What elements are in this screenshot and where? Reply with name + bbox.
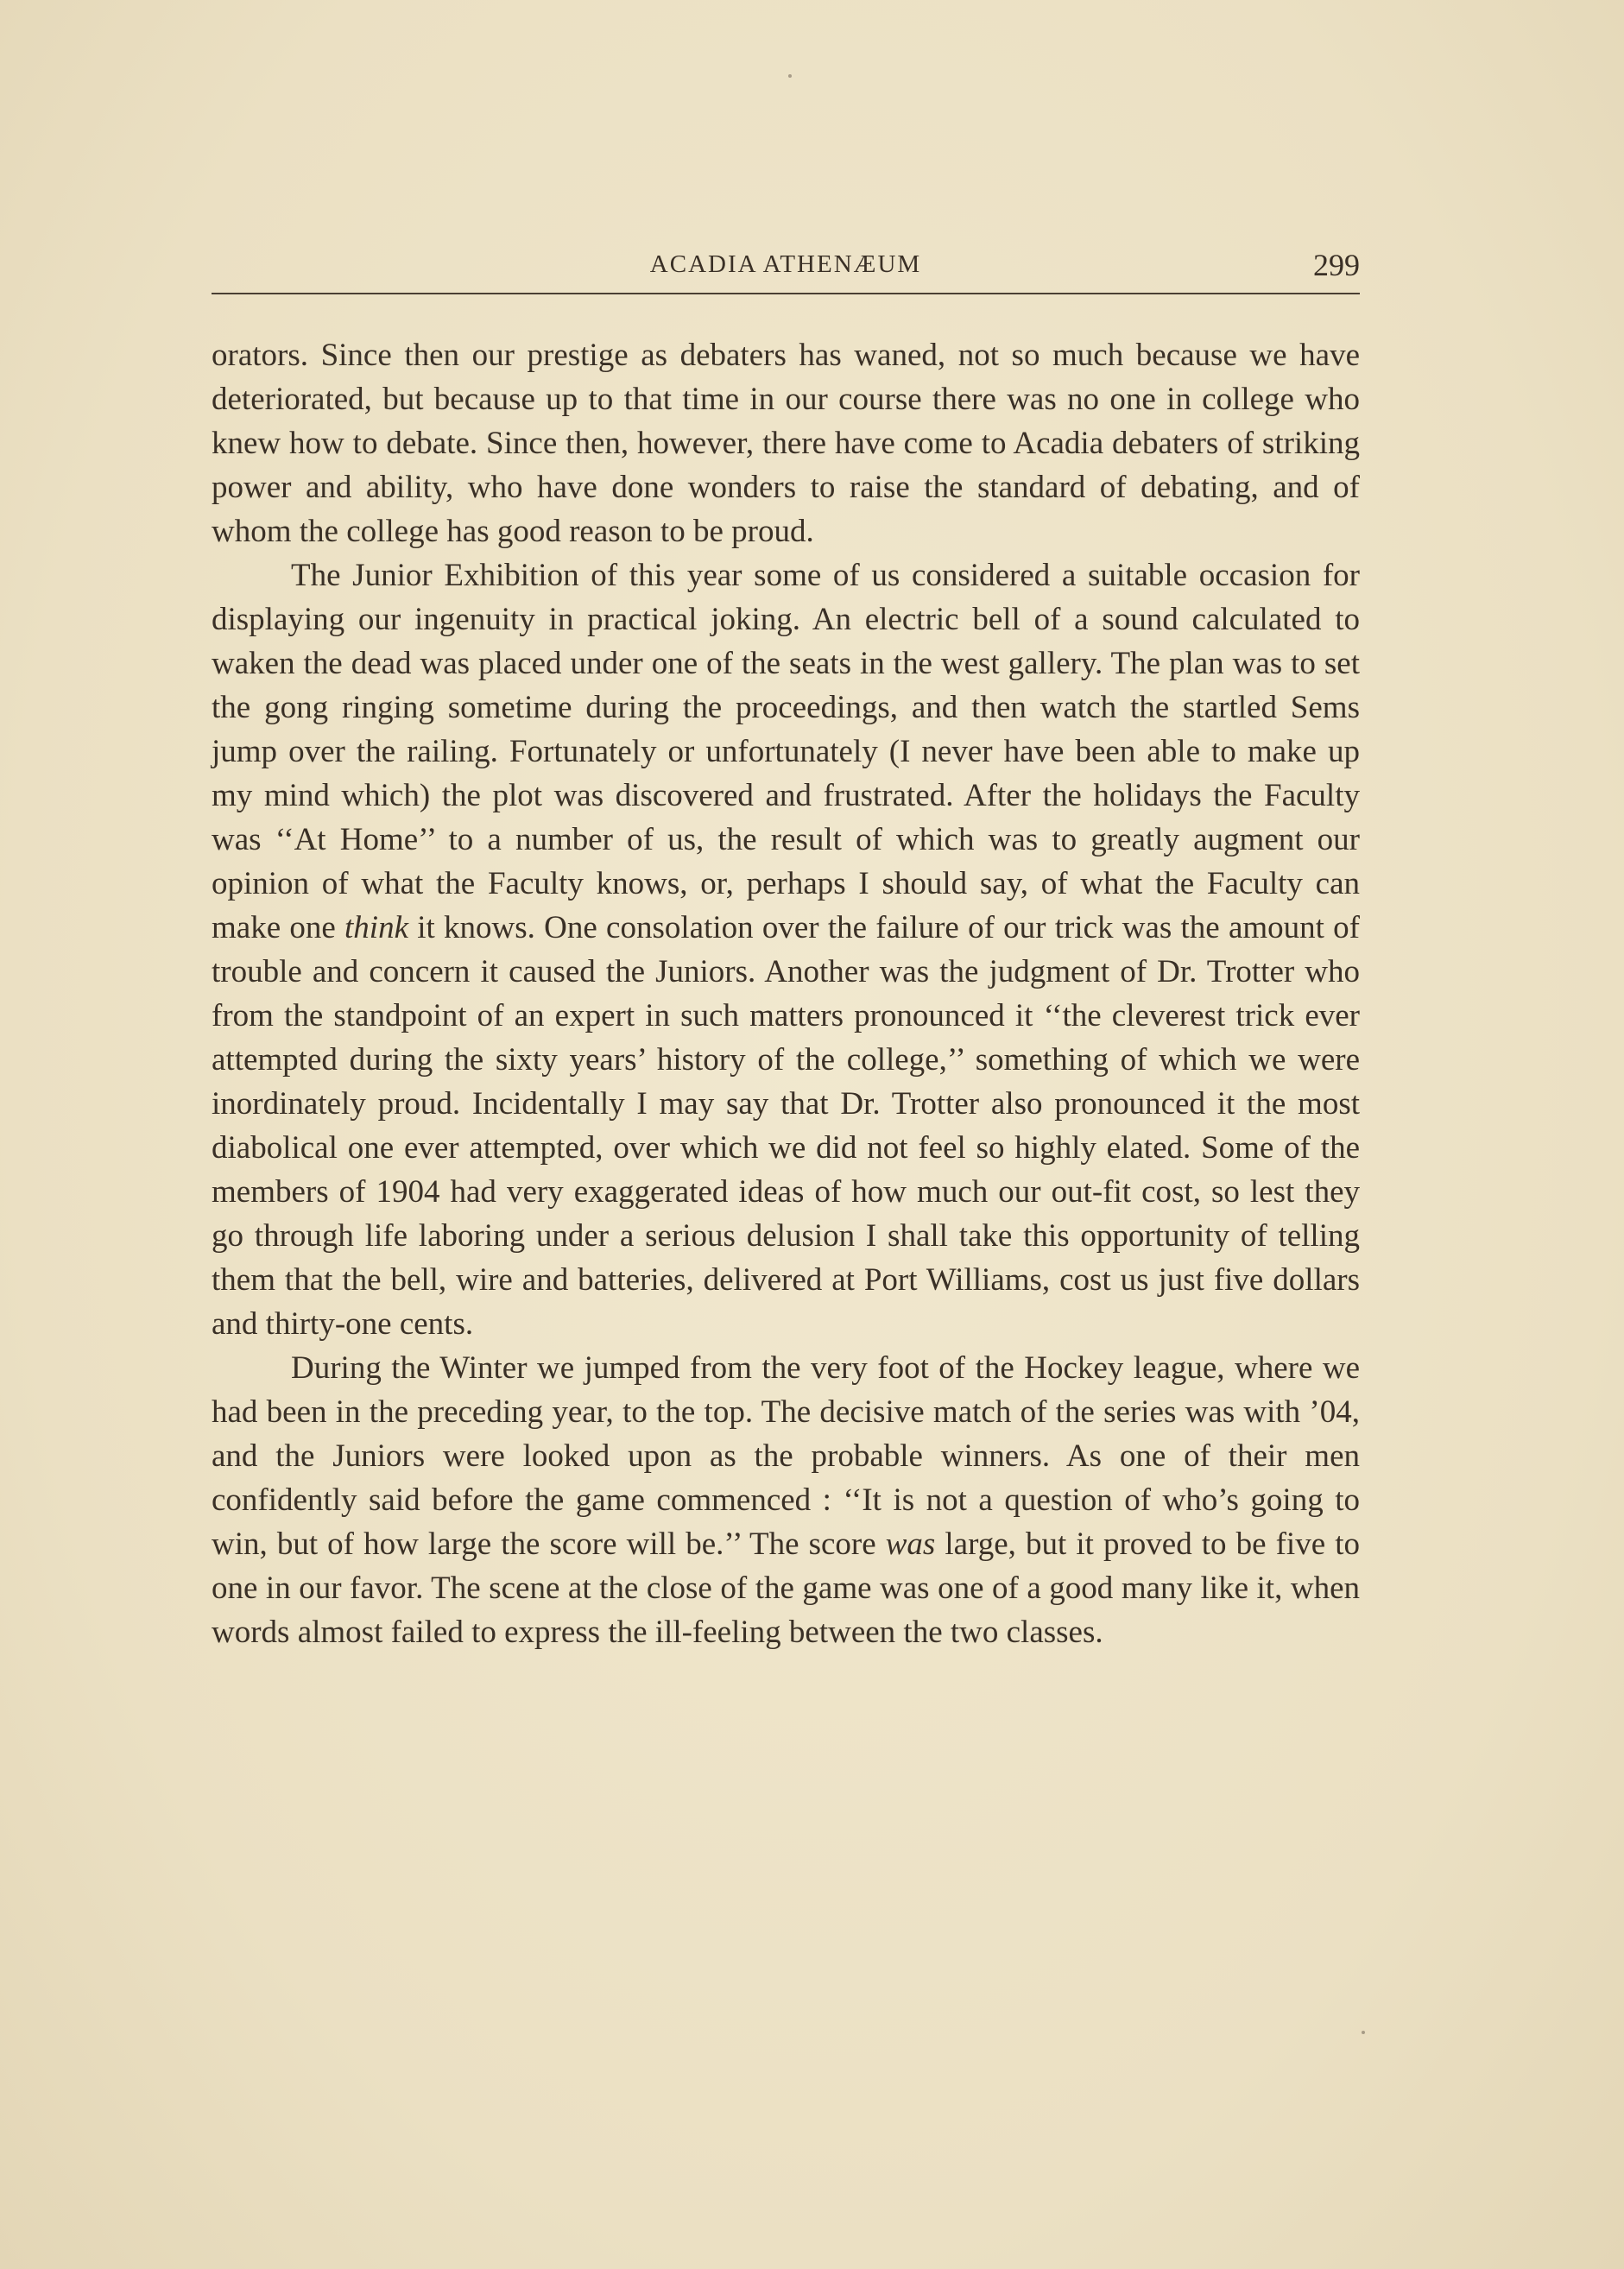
page-header [212,245,1360,288]
header-rule [212,293,1360,294]
paragraph-1 [212,333,1360,553]
text-segment: large, but it proved to be five to one in our favor. The scene at the close of the game was one of a good many like it, when words almost failed to express the ill-feeling between the two classes. [212,1526,1360,1650]
emphasized-text: think [344,910,409,945]
body-text [212,333,1360,1654]
running-head: ACADIA ATHENÆUM [649,250,922,278]
paper-speck [788,74,792,78]
paragraph-2 [212,553,1360,1346]
text-segment: During the Winter we jumped from the very foot of the Hockey league, where we had been in the preceding year, to the top. The decisive match of the series was with ’04, and the Juniors were looked upon as the probable winners. As one of their men confidently said before the game commenced : ‘‘It is not a question of who’s going to win, but of how large the score will be.’’ The score [212,1350,1360,1562]
text-segment: orators. Since then our prestige as debaters has waned, not so much because we have deteriorated, but because up to that time in our course there was no one in college who knew how to debate. Since then, however, there have come to Acadia debaters of striking power and ability, who have done wonders to raise the standard of debating, and of whom the college has good reason to be proud. [212,338,1360,549]
page-number: 299 [1313,248,1360,282]
emphasized-text: was [885,1526,936,1562]
paragraph-3 [212,1346,1360,1654]
text-segment: it knows. One consolation over the failure of our trick was the amount of trouble and concern it caused the Juniors. Another was the judgment of Dr. Trotter who from the standpoint of an expert in such matters pronounced it ‘‘the cleverest trick ever attempted during the sixty years’ history of the college,’’ something of which we were inordinately proud. Incidentally I may say that Dr. Trotter also pronounced it the most diabolical one ever attempted, over which we did not feel so highly elated. Some of the members of 1904 had very exaggerated ideas of how much our out-fit cost, so lest they go through life laboring under a serious delusion I shall take this opportunity of telling them that the bell, wire and batteries, delivered at Port Williams, cost us just five dollars and thirty-one cents. [212,910,1361,1342]
text-segment: The Junior Exhibition of this year some of us considered a suitable occasion for displaying our ingenuity in practical joking. An electric bell of a sound calculated to waken the dead was placed under one of the seats in the west gallery. The plan was to set the gong ringing sometime during the proceedings, and then watch the startled Sems jump over the railing. Fortunately or unfortunately (I never have been able to make up my mind which) the plot was discovered and frustrated. After the holidays the Faculty was ‘‘At Home’’ to a number of us, the result of which was to greatly augment our opinion of what the Faculty knows, or, perhaps I should say, of what the Faculty can make one [212,558,1360,945]
paper-speck [1362,2031,1365,2034]
